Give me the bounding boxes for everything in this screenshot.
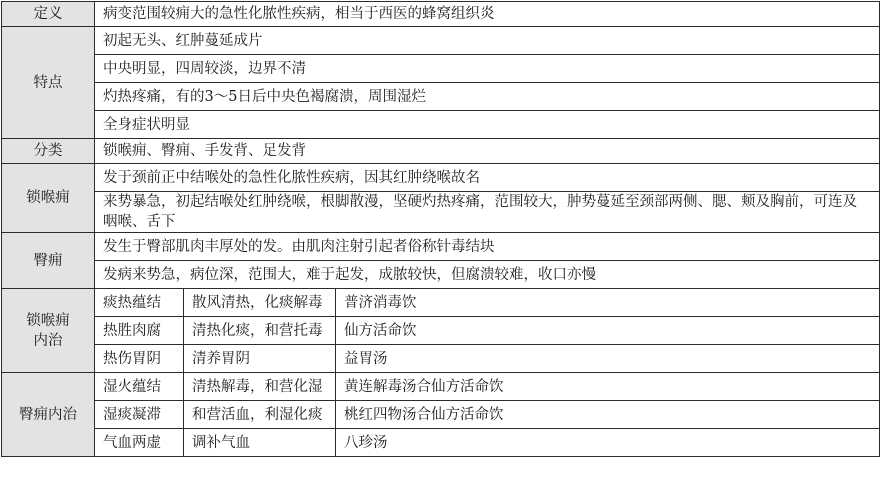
formula-cell: 仙方活命饮: [336, 317, 880, 345]
method-cell: 清热化痰，和营托毒: [184, 317, 336, 345]
pattern-cell: 气血两虚: [95, 429, 184, 457]
formula-cell: 桃红四物汤合仙方活命饮: [336, 401, 880, 429]
tunyong-treatment-label: 臀痈内治: [2, 373, 95, 457]
tunyong-label: 臀痈: [2, 233, 95, 289]
feature-row: [2, 27, 880, 55]
suohou-treatment-label-line2: 内治: [33, 332, 63, 349]
classification-row: [2, 139, 880, 164]
feature-row: [2, 83, 880, 111]
tunyong-item: 发病来势急，病位深，范围大，难于起发，成脓较快，但腐溃较难，收口亦慢: [95, 261, 880, 289]
suohou-treatment-label: [2, 289, 95, 373]
definition-label: 定义: [2, 2, 95, 27]
method-cell: 和营活血，利湿化痰: [184, 401, 336, 429]
suohou-treatment-label-line1: 锁喉痈: [26, 312, 70, 329]
suohou-label: 锁喉痈: [2, 164, 95, 233]
formula-cell: 益胃汤: [336, 345, 880, 373]
feature-item: 初起无头、红肿蔓延成片: [95, 27, 880, 55]
method-cell: 清热解毒，和营化湿: [184, 373, 336, 401]
tunyong-item: 发生于臀部肌肉丰厚处的发。由肌肉注射引起者俗称针毒结块: [95, 233, 880, 261]
treatment-row: [2, 401, 880, 429]
feature-row: [2, 55, 880, 83]
tunyong-row: [2, 261, 880, 289]
method-cell: 调补气血: [184, 429, 336, 457]
treatment-row: [2, 345, 880, 373]
suohou-row: [2, 164, 880, 192]
definition-row: [2, 2, 880, 27]
feature-item: 灼热疼痛，有的3～5日后中央色褐腐溃，周围湿烂: [95, 83, 880, 111]
formula-cell: 普济消毒饮: [336, 289, 880, 317]
treatment-row: [2, 317, 880, 345]
pattern-cell: 痰热蕴结: [95, 289, 184, 317]
definition-text: 病变范围较痈大的急性化脓性疾病，相当于西医的蜂窝组织炎: [95, 2, 880, 27]
suohou-item: 发于颈前正中结喉处的急性化脓性疾病，因其红肿绕喉故名: [95, 164, 880, 192]
pattern-cell: 湿火蕴结: [95, 373, 184, 401]
treatment-row: [2, 373, 880, 401]
method-cell: 清养胃阴: [184, 345, 336, 373]
feature-item: 中央明显，四周较淡，边界不清: [95, 55, 880, 83]
pattern-cell: 热胜肉腐: [95, 317, 184, 345]
feature-row: [2, 111, 880, 139]
classification-label: 分类: [2, 139, 95, 164]
formula-cell: 八珍汤: [336, 429, 880, 457]
features-label: 特点: [2, 27, 95, 139]
method-cell: 散风清热，化痰解毒: [184, 289, 336, 317]
pattern-cell: 湿痰凝滞: [95, 401, 184, 429]
treatment-row: [2, 289, 880, 317]
classification-text: 锁喉痈、臀痈、手发背、足发背: [95, 139, 880, 164]
suohou-row: [2, 192, 880, 233]
suohou-item: 来势暴急，初起结喉处红肿绕喉，根脚散漫，坚硬灼热疼痛，范围较大，肿势蔓延至颈部两侧、腮、颊及胸前，可连及咽喉、舌下: [95, 192, 880, 233]
tunyong-row: [2, 233, 880, 261]
feature-item: 全身症状明显: [95, 111, 880, 139]
cellulitis-summary-table: [1, 1, 880, 457]
treatment-row: [2, 429, 880, 457]
formula-cell: 黄连解毒汤合仙方活命饮: [336, 373, 880, 401]
pattern-cell: 热伤胃阴: [95, 345, 184, 373]
